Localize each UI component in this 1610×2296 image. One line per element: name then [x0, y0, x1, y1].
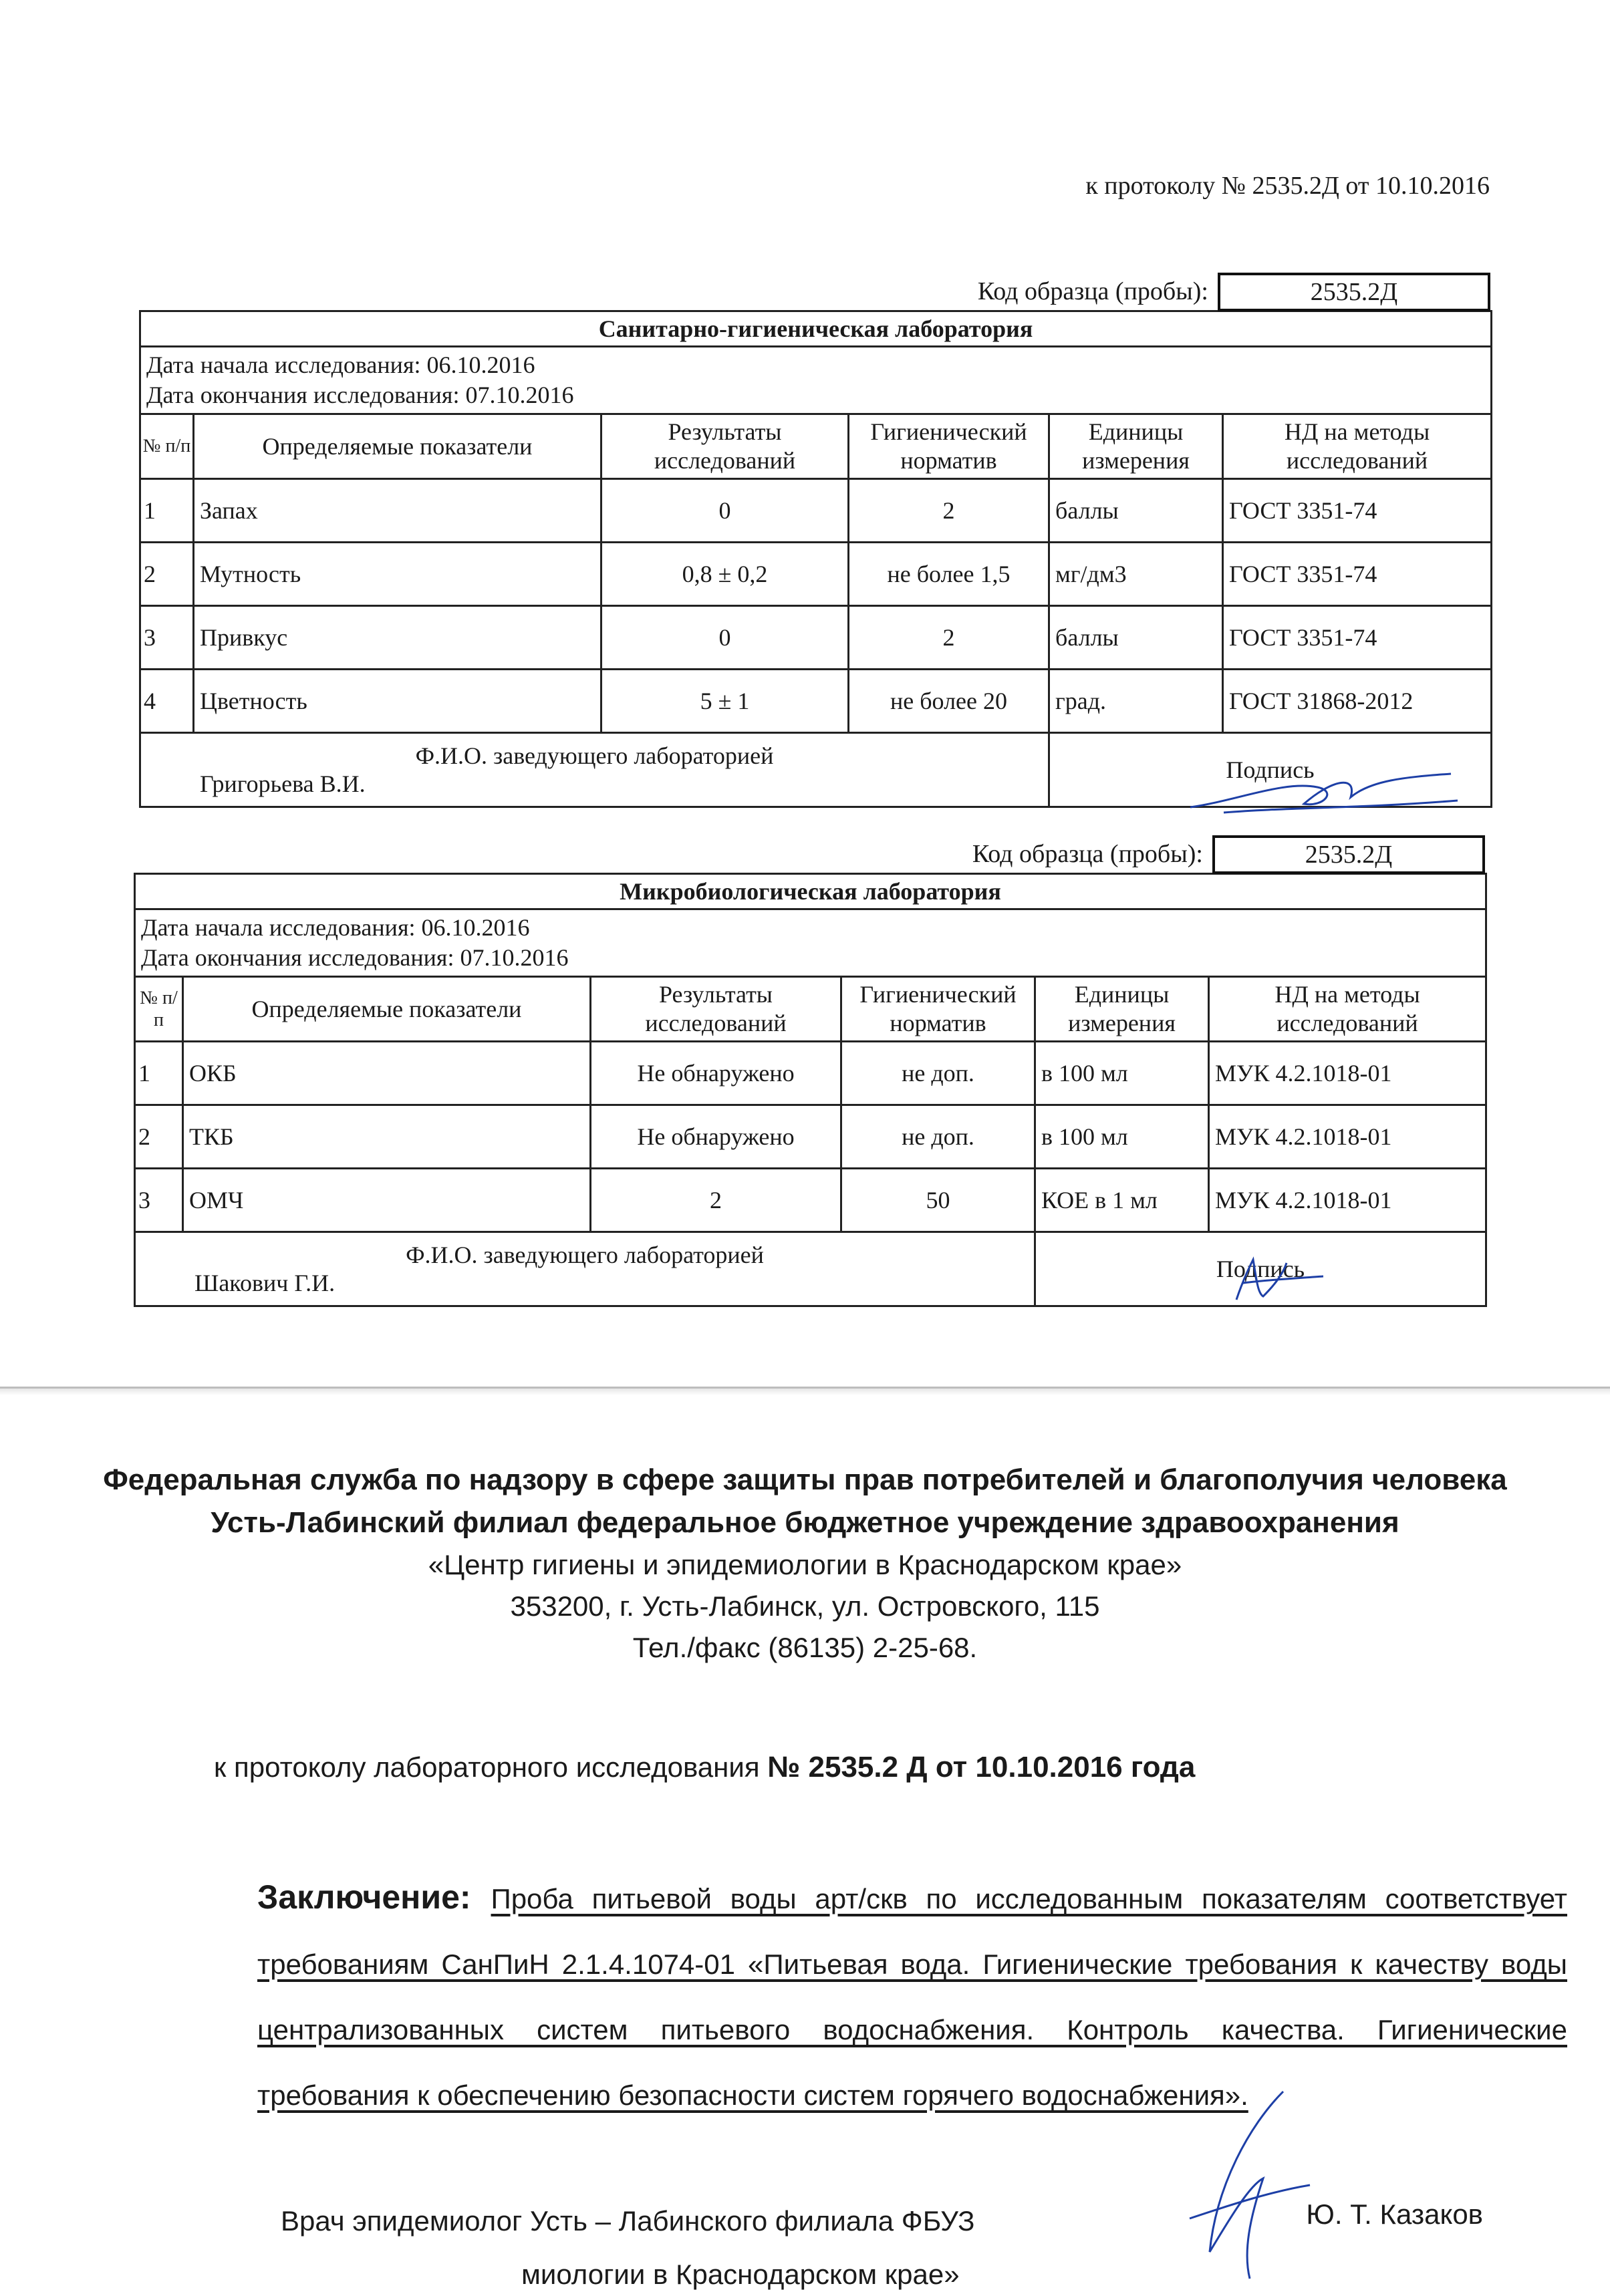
row-number: 1: [140, 479, 194, 543]
row-result: 5 ± 1: [601, 670, 849, 733]
protocol-reference: к протоколу № 2535.2Д от 10.10.2016: [1085, 172, 1490, 200]
row-method: ГОСТ 31868-2012: [1223, 670, 1492, 733]
col-header-method: НД на методы исследований: [1209, 977, 1486, 1042]
signature-label: Подпись: [1226, 756, 1315, 784]
row-method: ГОСТ 3351-74: [1223, 479, 1492, 543]
reference-number: № 2535.2 Д от 10.10.2016 года: [767, 1751, 1196, 1783]
row-method: ГОСТ 3351-74: [1223, 606, 1492, 670]
row-method: ГОСТ 3351-74: [1223, 543, 1492, 606]
organization-header: [0, 1463, 1610, 1673]
row-result: Не обнаружено: [591, 1042, 841, 1105]
row-unit: КОЕ в 1 мл: [1035, 1169, 1209, 1232]
sample-code-row: [139, 273, 1490, 310]
org-address: 353200, г. Усть-Лабинск, ул. Островского, 115: [510, 1590, 1100, 1622]
row-norm: 2: [849, 606, 1049, 670]
table-row: [140, 479, 1492, 543]
doctor-position-continued: миологии в Краснодарском крае»: [521, 2259, 960, 2290]
head-of-lab-name: Шакович Г.И.: [194, 1270, 336, 1297]
col-header-norm: Гигиенический норматив: [849, 414, 1049, 479]
conclusion-label: Заключение: [257, 1878, 460, 1916]
row-method: МУК 4.2.1018-01: [1209, 1169, 1486, 1232]
signature-scribble-icon: [1150, 2085, 1323, 2285]
row-result: 2: [591, 1169, 841, 1232]
row-norm: не более 20: [849, 670, 1049, 733]
table-row: [140, 670, 1492, 733]
row-method: МУК 4.2.1018-01: [1209, 1042, 1486, 1105]
row-number: 3: [140, 606, 194, 670]
col-header-unit: Единицы измерения: [1049, 414, 1223, 479]
table-row: [135, 1105, 1486, 1169]
micro-results-table: [134, 873, 1487, 1307]
col-header-unit: Единицы измерения: [1035, 977, 1209, 1042]
row-indicator: Привкус: [194, 606, 601, 670]
row-unit: в 100 мл: [1035, 1105, 1209, 1169]
row-result: Не обнаружено: [591, 1105, 841, 1169]
row-result: 0: [601, 606, 849, 670]
table-row: [135, 1169, 1486, 1232]
org-phone: Тел./факс (86135) 2-25-68.: [632, 1632, 978, 1663]
row-unit: баллы: [1049, 479, 1223, 543]
row-number: 2: [140, 543, 194, 606]
doctor-position: Врач эпидемиолог Усть – Лабинского филиала ФБУЗ: [281, 2205, 975, 2237]
org-line-3: «Центр гигиены и эпидемиологии в Краснодарском крае»: [428, 1549, 1182, 1580]
row-unit: град.: [1049, 670, 1223, 733]
col-header-number: № п/п: [135, 977, 183, 1042]
table-row: [140, 606, 1492, 670]
head-of-lab-name: Григорьева В.И.: [200, 770, 366, 798]
sample-code-label: Код образца (пробы):: [977, 277, 1208, 305]
row-norm: не более 1,5: [849, 543, 1049, 606]
row-method: МУК 4.2.1018-01: [1209, 1105, 1486, 1169]
conclusion-text: Проба питьевой воды арт/скв по исследованным показателям соответствует требованиям СанПиН 2.1.4.1074-01 «Питьевая вода. Гигиенические требования к качеству воды централизованных систем питьевого водоснабжения. Контроль качества. Гигиенические требования к обеспечению безопасности систем горячего водоснабжения».: [257, 1883, 1567, 2111]
row-indicator: ТКБ: [183, 1105, 591, 1169]
doctor-name: Ю. Т. Казаков: [1306, 2198, 1483, 2230]
row-indicator: ОМЧ: [183, 1169, 591, 1232]
study-dates: [135, 909, 1486, 977]
reference-prefix: к протоколу лабораторного исследования: [214, 1751, 768, 1783]
table-row: [140, 543, 1492, 606]
row-unit: мг/дм3: [1049, 543, 1223, 606]
start-date: Дата начала исследования: 06.10.2016: [141, 914, 530, 941]
head-of-lab-cell: [140, 733, 1049, 807]
sheet-edge: [0, 1387, 1610, 1395]
end-date: Дата окончания исследования: 07.10.2016: [146, 382, 574, 408]
row-result: 0,8 ± 0,2: [601, 543, 849, 606]
protocol-reference-line: [214, 1751, 1195, 1784]
sanitary-results-table: [139, 310, 1492, 808]
sample-code-label: Код образца (пробы):: [972, 840, 1203, 868]
col-header-indicator: Определяемые показатели: [183, 977, 591, 1042]
head-of-lab-label: Ф.И.О. заведующего лабораторией: [415, 742, 774, 770]
row-indicator: Мутность: [194, 543, 601, 606]
row-indicator: Запах: [194, 479, 601, 543]
head-of-lab-label: Ф.И.О. заведующего лабораторией: [406, 1242, 764, 1269]
sample-code-box: 2535.2Д: [1218, 273, 1490, 311]
table-row: [135, 1042, 1486, 1105]
row-result: 0: [601, 479, 849, 543]
col-header-number: № п/п: [140, 414, 194, 479]
row-norm: 2: [849, 479, 1049, 543]
study-dates: [140, 347, 1492, 414]
signature-scribble-icon: [1184, 760, 1464, 821]
org-line-2: Усть-Лабинский филиал федеральное бюджетное учреждение здравоохранения: [211, 1506, 1399, 1539]
signature-label: Подпись: [1216, 1256, 1305, 1283]
head-of-lab-cell: [135, 1232, 1035, 1306]
signature-cell: [1049, 733, 1492, 807]
end-date: Дата окончания исследования: 07.10.2016: [141, 944, 569, 971]
sample-code-box: 2535.2Д: [1212, 835, 1485, 874]
table-header: [135, 977, 1486, 1042]
col-header-method: НД на методы исследований: [1223, 414, 1492, 479]
row-number: 2: [135, 1105, 183, 1169]
col-header-norm: Гигиенический норматив: [841, 977, 1035, 1042]
table-header: [140, 414, 1492, 479]
col-header-indicator: Определяемые показатели: [194, 414, 601, 479]
start-date: Дата начала исследования: 06.10.2016: [146, 351, 535, 378]
col-header-result: Результаты исследований: [601, 414, 849, 479]
row-number: 1: [135, 1042, 183, 1105]
sanitary-lab-block: [139, 273, 1490, 808]
signature-scribble-icon: [1223, 1253, 1330, 1306]
row-unit: баллы: [1049, 606, 1223, 670]
table-footer: [140, 733, 1492, 807]
row-unit: в 100 мл: [1035, 1042, 1209, 1105]
row-norm: не доп.: [841, 1105, 1035, 1169]
row-number: 4: [140, 670, 194, 733]
signature-cell: [1035, 1232, 1486, 1306]
micro-lab-block: [134, 835, 1485, 1307]
lab-title: Микробиологическая лаборатория: [135, 874, 1486, 909]
col-header-result: Результаты исследований: [591, 977, 841, 1042]
row-number: 3: [135, 1169, 183, 1232]
org-line-1: Федеральная служба по надзору в сфере защиты прав потребителей и благополучия человека: [103, 1463, 1507, 1496]
row-norm: 50: [841, 1169, 1035, 1232]
row-indicator: Цветность: [194, 670, 601, 733]
sample-code-row: [134, 835, 1485, 873]
row-norm: не доп.: [841, 1042, 1035, 1105]
row-indicator: ОКБ: [183, 1042, 591, 1105]
conclusion-block: Заключение: Проба питьевой воды арт/скв по исследованным показателям соответствует требованиям СанПиН 2.1.4.1074-01 «Питьевая вода. Гигиенические требования к качеству воды централизованных систем питьевого водоснабжения. Контроль качества. Гигиенические требования к обеспечению безопасности систем горячего водоснабжения».: [257, 1878, 1567, 2111]
table-footer: [135, 1232, 1486, 1306]
lab-title: Санитарно-гигиеническая лаборатория: [140, 311, 1492, 347]
